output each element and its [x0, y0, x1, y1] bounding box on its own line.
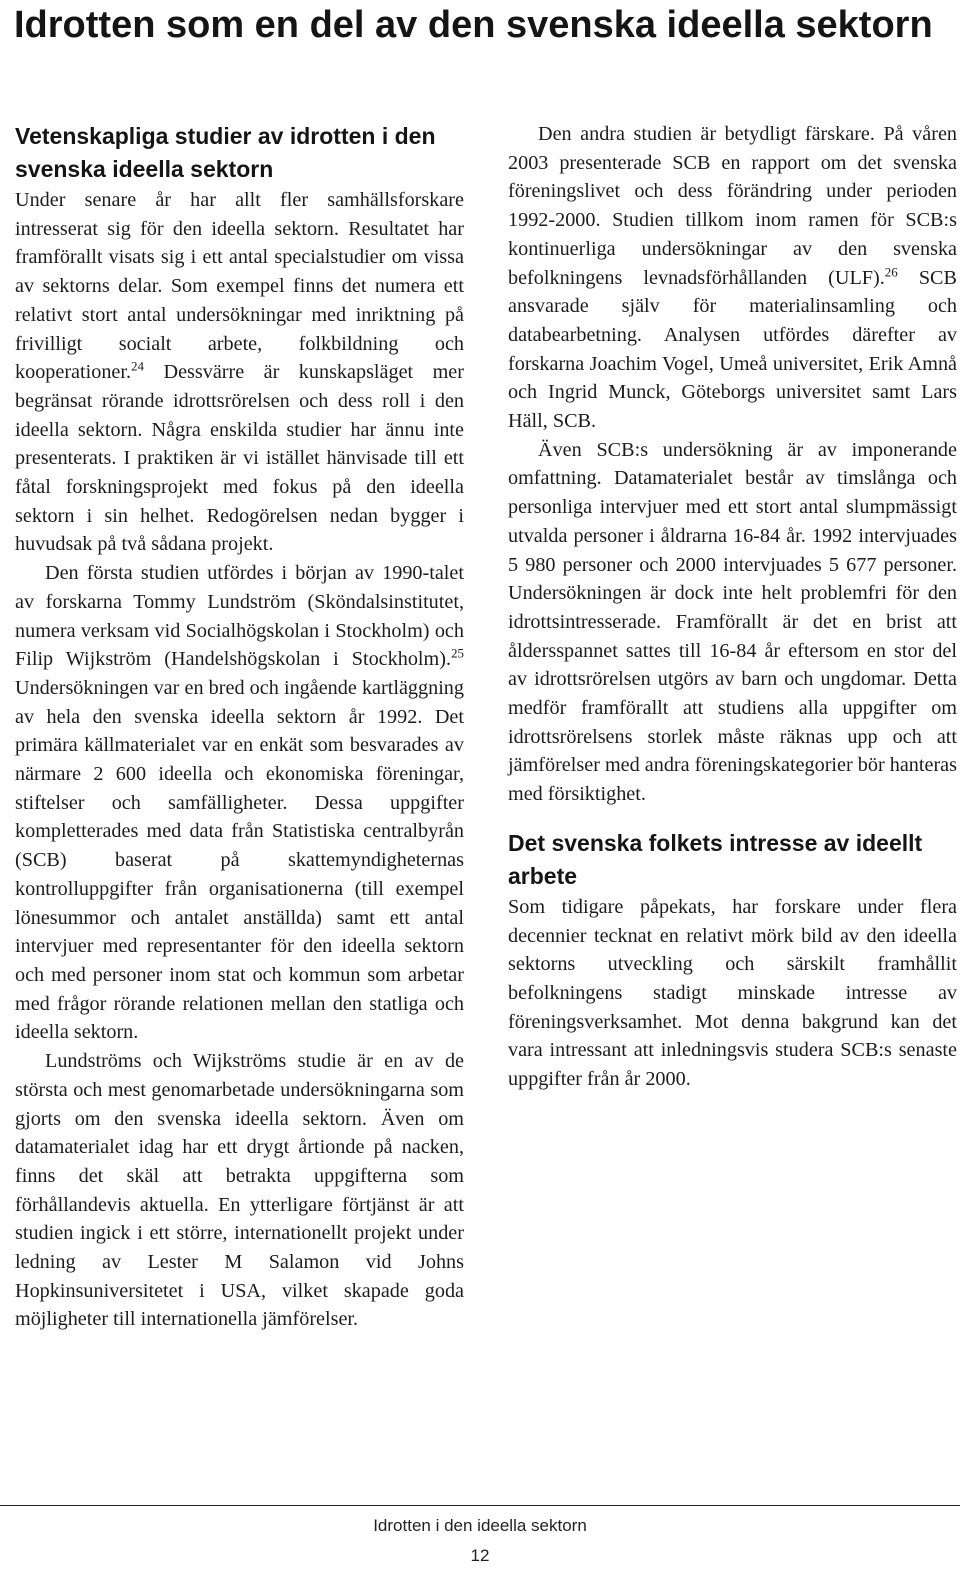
- page-title: Idrotten som en del av den svenska ideella sektorn: [14, 4, 933, 46]
- paragraph-first-study-text-b: Undersökningen var en bred och ingående kartläggning av hela den svenska ideella sektorn år 1992. Det primära källmaterialet var en enkät som besvarades av närmare 2 600 ideella och ekonomiska föreningar, stiftelser och samfälligheter. Dessa uppgifter kompletterades med data från Statistiska centralbyrån (SCB) baserat på skattemyndigheternas kontrolluppgifter från organisationerna (till exempel lönesummor och antalet anställda) samt ett antal intervjuer med representanter för den ideella sektorn och med personer inom stat och kommun som arbetar med frågor rörande relationen mellan den statliga och ideella sektorn.: [15, 676, 464, 1044]
- paragraph-second-study-text-b: SCB ansvarade själv för materialinsamling och databearbetning. Analysen utfördes därefter av forskarna Joachim Vogel, Umeå universitet, Erik Amnå och Ingrid Munck, Göteborgs universitet samt Lars Häll, SCB.: [508, 266, 957, 433]
- footer-divider: [0, 1505, 960, 1506]
- footer-running-title: Idrotten i den ideella sektorn: [373, 1516, 587, 1535]
- section-spacer: [508, 809, 957, 827]
- section-heading-vetenskapliga-studier: Vetenskapliga studier av idrotten i den svenska ideella sektorn: [15, 123, 436, 182]
- section-heading-folkets-intresse: Det svenska folkets intresse av ideellt arbete: [508, 829, 923, 889]
- paragraph-second-study-text-a: Den andra studien är betydligt färskare. På våren 2003 presenterade SCB en rapport om det svenska föreningslivet och dess förändring under perioden 1992-2000. Studien tillkom inom ramen för SCB:s kontinuerliga undersökningar av den svenska befolkningens levnadsförhållanden (ULF).: [508, 123, 957, 289]
- paragraph-intro-text-b: Dessvärre är kunskapsläget mer begränsat rörande idrottsrörelsen och dess roll i den ideella sektorn. Några enskilda studier har ännu inte presenterats. I praktiken är vi istället hänvisade till ett fåtal forskningsprojekt med fokus på den ideella sektorn i sin helhet. Redogörelsen nedan bygger i huvudsak på två sådana projekt.: [15, 361, 464, 556]
- right-column: [508, 120, 957, 1094]
- paragraph-intro-text-a: Under senare år har allt fler samhällsforskare intresserat sig för den ideella sektorn. Resultatet har framförallt visats sig i ett antal specialstudier om vissa av sektorns delar. Som exempel finns det numera ett relativt stort antal undersökningar med inriktning på frivilligt socialt arbete, folkbildning och kooperationer.: [15, 189, 464, 384]
- paragraph-second-study: [508, 120, 957, 436]
- left-column: [15, 120, 464, 1334]
- page-number: 12: [470, 1546, 490, 1565]
- footnote-ref-24[interactable]: 24: [131, 358, 145, 374]
- paragraph-intro: [15, 186, 464, 559]
- footnote-ref-26[interactable]: 26: [884, 263, 898, 279]
- paragraph-first-study-text-a: Den första studien utfördes i början av 1990-talet av forskarna Tommy Lundström (Sköndalsinstitutet, numera verksam vid Socialhögskolan i Stockholm) och Filip Wijkström (Handelshögskolan i Stockholm).: [15, 562, 464, 671]
- paragraph-lundstrom-wijkstrom: Lundströms och Wijkströms studie är en av de största och mest genomarbetade undersökningarna som gjorts om den svenska ideella sektorn. Även om datamaterialet idag har ett drygt årtionde på nacken, finns det skäl att betrakta uppgifterna som förhållandevis aktuella. En ytterligare förtjänst är att studien ingick i ett större, internationellt projekt under ledning av Lester M Salamon vid Johns Hopkinsuniversitetet i USA, vilket skapade goda möjligheter till internationella jämförelser.: [15, 1050, 464, 1331]
- footnote-ref-25[interactable]: 25: [451, 645, 464, 661]
- paragraph-folkets-intresse: Som tidigare påpekats, har forskare under flera decennier tecknat en relativt mörk bild av den ideella sektorns utveckling och särskilt framhållit befolkningens stadigt minskade intresse av föreningsverksamhet. Mot denna bakgrund kan det vara intressant att inledningsvis studera SCB:s senaste uppgifter från år 2000.: [508, 895, 957, 1091]
- paragraph-first-study: [15, 559, 464, 1047]
- paragraph-scb-survey: Även SCB:s undersökning är av imponerande omfattning. Datamaterialet består av timslånga och personliga intervjuer med ett stort antal slumpmässigt utvalda personer i åldrarna 16-84 år. 1992 intervjuades 5 980 personer och 2000 intervjuades 5 677 personer. Undersökningen är dock inte helt problemfri för den idrottsintresserade. Framförallt är det en brist att åldersspannet sattes till 16-84 år eftersom en stor del av idrottsrörelsen utgörs av barn och ungdomar. Detta medför framförallt att studiens alla uppgifter om idrottsrörelsens storlek måste räknas upp och att jämförelser med andra föreningskategorier bör hanteras med försiktighet.: [508, 438, 957, 806]
